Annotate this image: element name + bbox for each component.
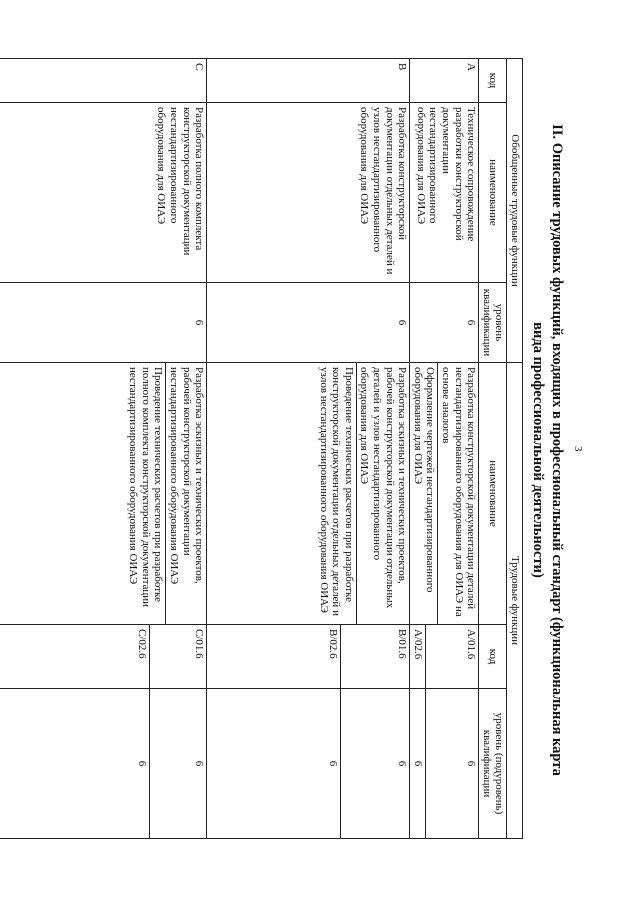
header-code: код <box>479 59 507 103</box>
labor-function-code: B/01.6 <box>340 625 409 688</box>
row-name: Разработка полного комплекта конструкторской документации нестандартизированного оборудования для ОИАЭ <box>0 103 207 283</box>
header-tf-code: код <box>479 625 507 689</box>
labor-function-level: 6 <box>136 760 149 767</box>
header-generalized-functions: Обобщенные трудовые функции <box>507 59 523 363</box>
labor-function-name: Проведение технических расчетов при разработке полного комплекта конструкторской документации нестандартизированного оборудования ОИАЭ <box>127 367 165 608</box>
row-level: 6 <box>410 283 479 363</box>
labor-function-names <box>207 363 410 625</box>
labor-function-name: Разработка конструкторской документации деталей нестандартизированного оборудования для ОИАЭ на основе аналогов <box>437 363 478 624</box>
labor-function-codes <box>410 625 479 689</box>
header-name: наименование <box>479 103 507 283</box>
labor-function-name: Оформление чертежей нестандартизированного оборудования для ОИАЭ <box>411 367 437 593</box>
labor-function-code: C/02.6 <box>136 629 149 659</box>
labor-function-level: 6 <box>327 760 340 767</box>
header-tf-name: наименование <box>479 363 507 625</box>
labor-function-level: 6 <box>425 689 478 838</box>
labor-function-level: 6 <box>149 689 206 838</box>
header-labor-functions: Трудовые функции <box>507 363 523 839</box>
labor-function-levels <box>207 689 410 839</box>
page-number: 3 <box>572 446 584 452</box>
row-level: 6 <box>0 283 207 363</box>
labor-function-names <box>0 363 207 625</box>
labor-function-levels <box>410 689 479 839</box>
table-row-c <box>0 59 207 839</box>
labor-function-name: Проведение технических расчетов при разработке конструкторской документации отдельных деталей и узлов нестандартизированного оборудования ОИАЭ <box>317 367 355 616</box>
labor-function-level: 6 <box>340 689 409 838</box>
row-name: Разработка конструкторской документации отдельных деталей и узлов нестандартизированного оборудования для ОИАЭ <box>207 103 410 283</box>
table-group-header-row <box>507 59 523 839</box>
labor-function-codes <box>207 625 410 689</box>
labor-function-names <box>410 363 479 625</box>
table-row-a <box>410 59 479 839</box>
labor-function-name: Разработка эскизных и технических проектов, рабочей конструкторской документации отдельных деталей и узлов нестандартизированного оборудования для ОИАЭ <box>356 363 409 624</box>
labor-function-code: B/02.6 <box>327 629 340 659</box>
row-code: A <box>410 59 479 103</box>
row-code: C <box>0 59 207 103</box>
header-tf-level: уровень (подуровень) квалификации <box>479 689 507 839</box>
functional-map-table <box>0 58 523 839</box>
table-row-b <box>207 59 410 839</box>
labor-function-code: A/01.6 <box>425 625 478 688</box>
row-code: B <box>207 59 410 103</box>
labor-function-levels <box>0 689 207 839</box>
labor-function-code: C/01.6 <box>149 625 206 688</box>
labor-function-codes <box>0 625 207 689</box>
labor-function-level: 6 <box>412 760 425 767</box>
labor-function-name: Разработка эскизных и технических проектов, рабочей конструкторской документации нестандартизированного оборудования ОИАЭ <box>165 363 206 624</box>
header-level: уровень квалификации <box>479 283 507 363</box>
row-name: Техническое сопровождение разработки конструкторской документации нестандартизированного оборудования для ОИАЭ <box>410 103 479 283</box>
row-level: 6 <box>207 283 410 363</box>
labor-function-code: A/02.6 <box>412 629 425 660</box>
page-title: II. Описание трудовых функций, входящих в профессиональный стандарт (функциональная карта вида профессиональной деятельности) <box>530 124 565 776</box>
table-header-row <box>479 59 507 839</box>
